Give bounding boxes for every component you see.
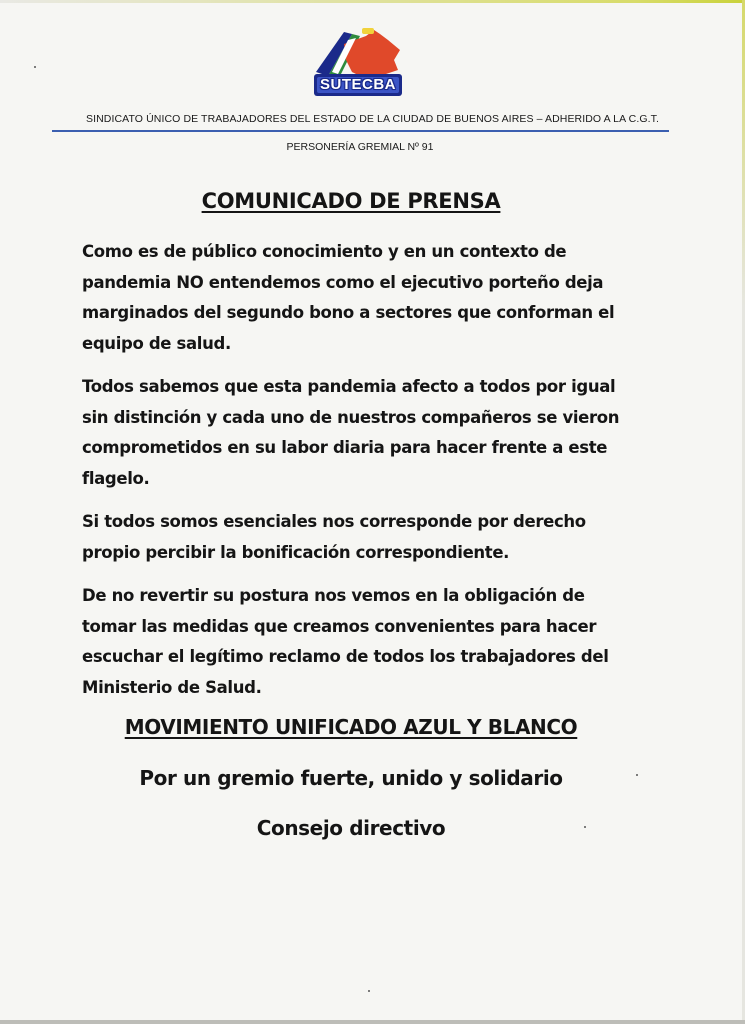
- sutecba-emblem-icon: [308, 26, 412, 106]
- movement-name: MOVIMIENTO UNIFICADO AZUL Y BLANCO: [124, 715, 578, 739]
- union-name: SINDICATO ÚNICO DE TRABAJADORES DEL ESTADO DE LA CIUDAD DE BUENOS AIRES – ADHERIDO A LA C.G.T.: [85, 113, 660, 125]
- personeria-gremial: PERSONERÍA GREMIAL Nº 91: [286, 141, 434, 153]
- slogan: Por un gremio fuerte, unido y solidario: [139, 766, 563, 790]
- scan-speck: [584, 826, 586, 828]
- document-title: COMUNICADO DE PRENSA: [201, 189, 501, 213]
- scan-edge-top: [0, 0, 745, 3]
- scan-speck: [34, 66, 36, 68]
- press-release-body: [82, 237, 642, 716]
- scan-speck: [636, 774, 638, 776]
- paragraph: Como es de público conocimiento y en un contexto de pandemia NO entendemos como el ejecutivo porteño deja marginados del segundo bono a sectores que conforman el equipo de salud.: [82, 242, 615, 353]
- logo-text: SUTECBA: [319, 76, 396, 93]
- header-divider: [52, 130, 669, 132]
- sutecba-logo: [308, 26, 412, 106]
- scan-edge-bottom: [0, 1020, 745, 1024]
- paragraph: Todos sabemos que esta pandemia afecto a todos por igual sin distinción y cada uno de nuestros compañeros se vieron comprometidos en su labor diaria para hacer frente a este flagelo.: [82, 377, 620, 488]
- paragraph: Si todos somos esenciales nos corresponde por derecho propio percibir la bonificación correspondiente.: [82, 512, 586, 562]
- paragraph: De no revertir su postura nos vemos en la obligación de tomar las medidas que creamos convenientes para hacer escuchar el legítimo reclamo de todos los trabajadores del Ministerio de Salud.: [82, 586, 609, 697]
- scan-speck: [368, 990, 370, 992]
- signature: Consejo directivo: [256, 816, 446, 840]
